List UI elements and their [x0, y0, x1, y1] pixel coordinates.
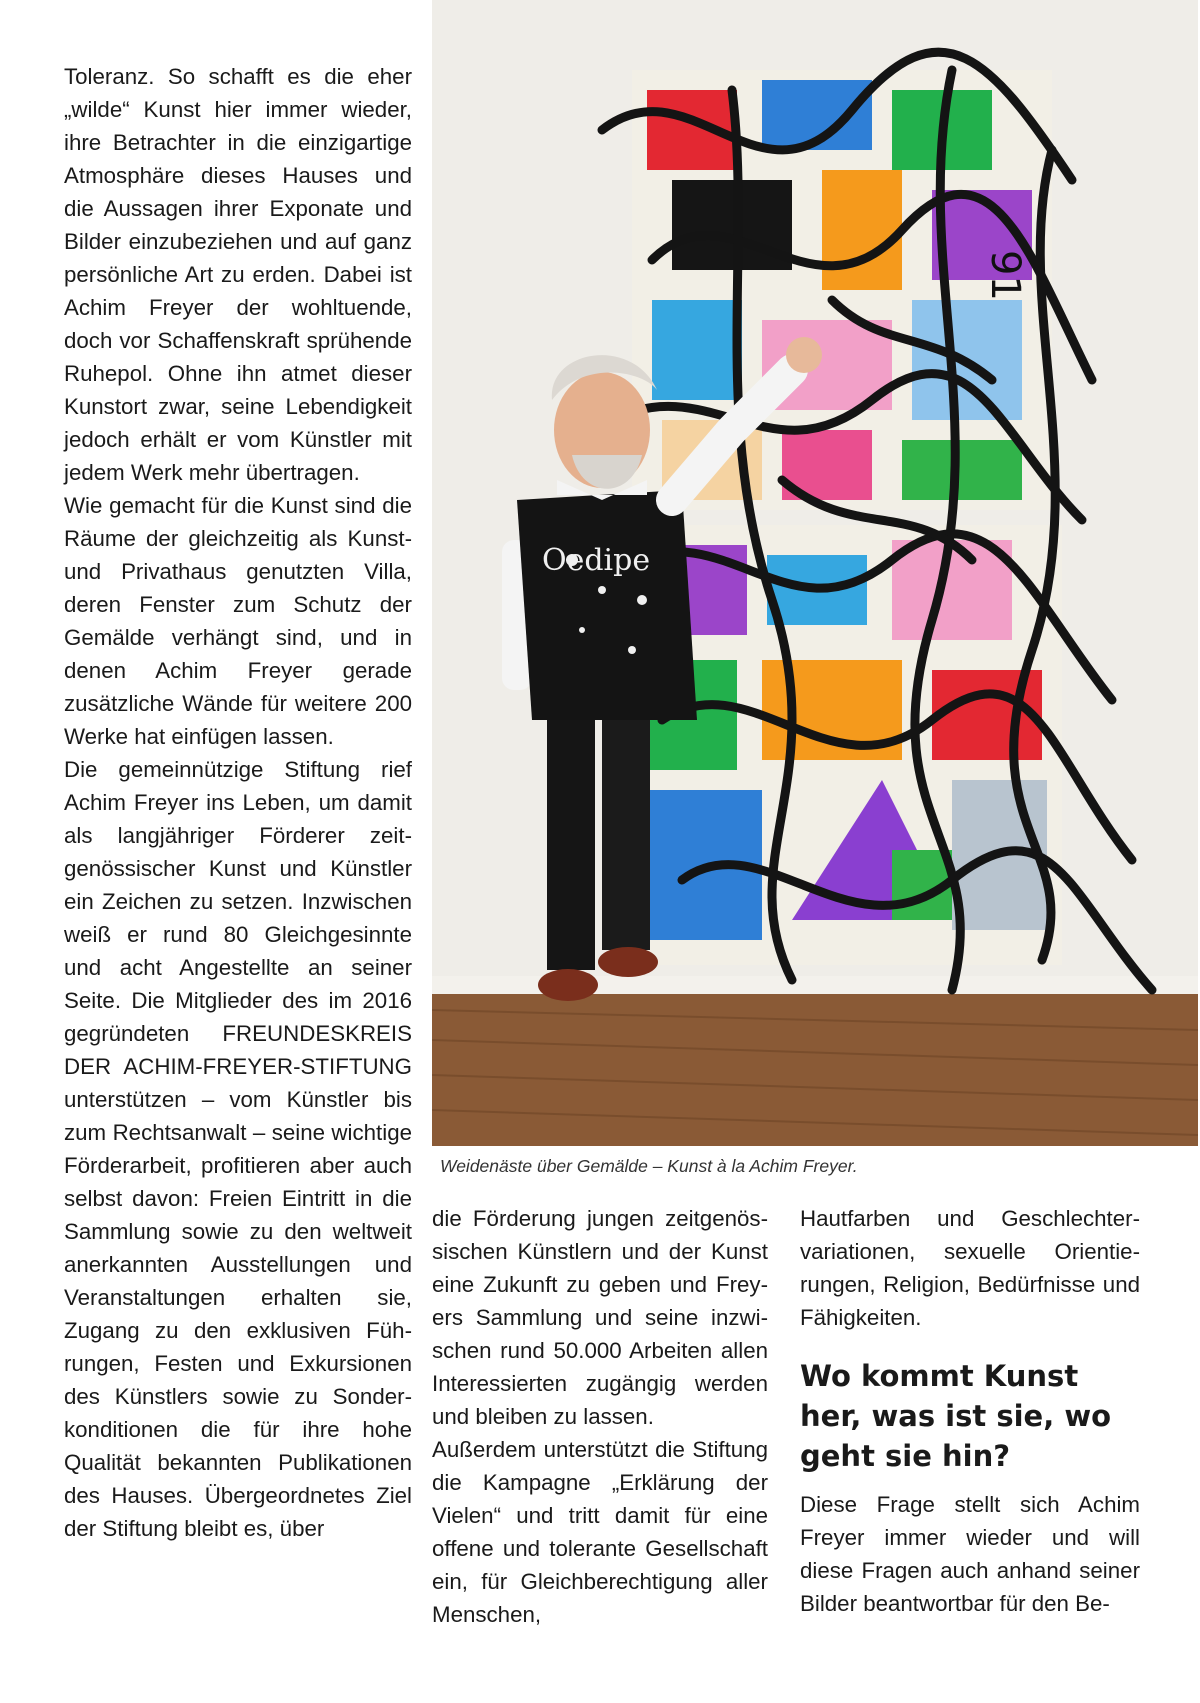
article-photo	[432, 0, 1198, 1146]
paragraph: Toleranz. So schafft es die eher „wilde“ Kunst hier immer wieder, ihre Betrachter in die einzigartige Atmosphäre dieses Hauses und die Aussagen ihrer Exponate und Bilder einzubeziehen und auf ganz persönliche Art zu erden. Dabei ist Achim Freyer der wohltuende, doch vor Schaffenskraft sprühende Ruhepol. Ohne ihn atmet dieser Kunstort zwar, seine Lebendigkeit jedoch erhält er vom Künstler mit jedem Werk mehr übertragen.	[64, 64, 412, 485]
painting-text: 91	[982, 250, 1028, 301]
paragraph: Hautfarben und Geschlechtervariationen, sexuelle Orientierungen, Religion, Bedürfnisse und Fähigkeiten.	[800, 1206, 1140, 1330]
paragraph: Diese Frage stellt sich Achim Freyer immer wieder und will diese Fragen auch anhand seiner Bilder beantwortbar für den Be-	[800, 1492, 1140, 1616]
painting-upper	[632, 70, 1052, 510]
article-column-3	[800, 1202, 1140, 1620]
paragraph: Außerdem unterstützt die Stiftung die Kampagne „Erklärung der Vielen“ und tritt damit für eine offene und tolerante Gesellschaft ein, für Gleichberechtigung aller Menschen,	[432, 1437, 768, 1627]
paragraph: die Förderung jungen zeitgenössischen Künstlern und der Kunst eine Zukunft zu geben und Freyers Sammlung und seine inzwischen rund 50.000 Arbeiten allen Interessierten zugängig werden und bleiben zu lassen.	[432, 1206, 768, 1429]
article-column-2	[432, 1202, 768, 1631]
paragraph: Wie gemacht für die Kunst sind die Räume der gleichzeitig als Kunst- und Privathaus genutzten Villa, deren Fenster zum Schutz der Gemälde verhängt sind, und in denen Achim Freyer gerade zusätzliche Wände für weitere 200 Werke hat einfügen lassen.	[64, 493, 412, 749]
shirt-print: Oedipe	[542, 543, 651, 578]
photo-caption: Weidenäste über Gemälde – Kunst à la Achim Freyer.	[440, 1156, 858, 1176]
paragraph: Die gemeinnützige Stiftung rief Achim Freyer ins Leben, um damit als langjähriger Förderer zeitgenössischer Kunst und Künstler ein Zeichen zu setzen. Inzwischen weiß er rund 80 Gleichgesinnte und acht Angestellte an seiner Seite. Die Mitglieder des im 2016 gegründeten FREUNDESKREIS DER ACHIM-FREYER-STIFTUNG unterstützen – vom Künstler bis zum Rechtsanwalt – seine wichtige Förderarbeit, profitieren aber auch selbst davon: Freien Eintritt in die Sammlung sowie zu den weltweit anerkannten Ausstellungen und Veranstaltungen erhalten sie, Zugang zu den exklusiven Führungen, Festen und Exkursionen des Künstlers sowie zu Sonderkonditionen die für ihre hohe Qualität bekannten Publikationen des Hauses. Übergeordnetes Ziel der Stiftung bleibt es, über	[64, 757, 412, 1541]
section-heading: Wo kommt Kunst her, was ist sie, wo geht sie hin?	[800, 1359, 1112, 1473]
article-column-1	[64, 60, 412, 1545]
